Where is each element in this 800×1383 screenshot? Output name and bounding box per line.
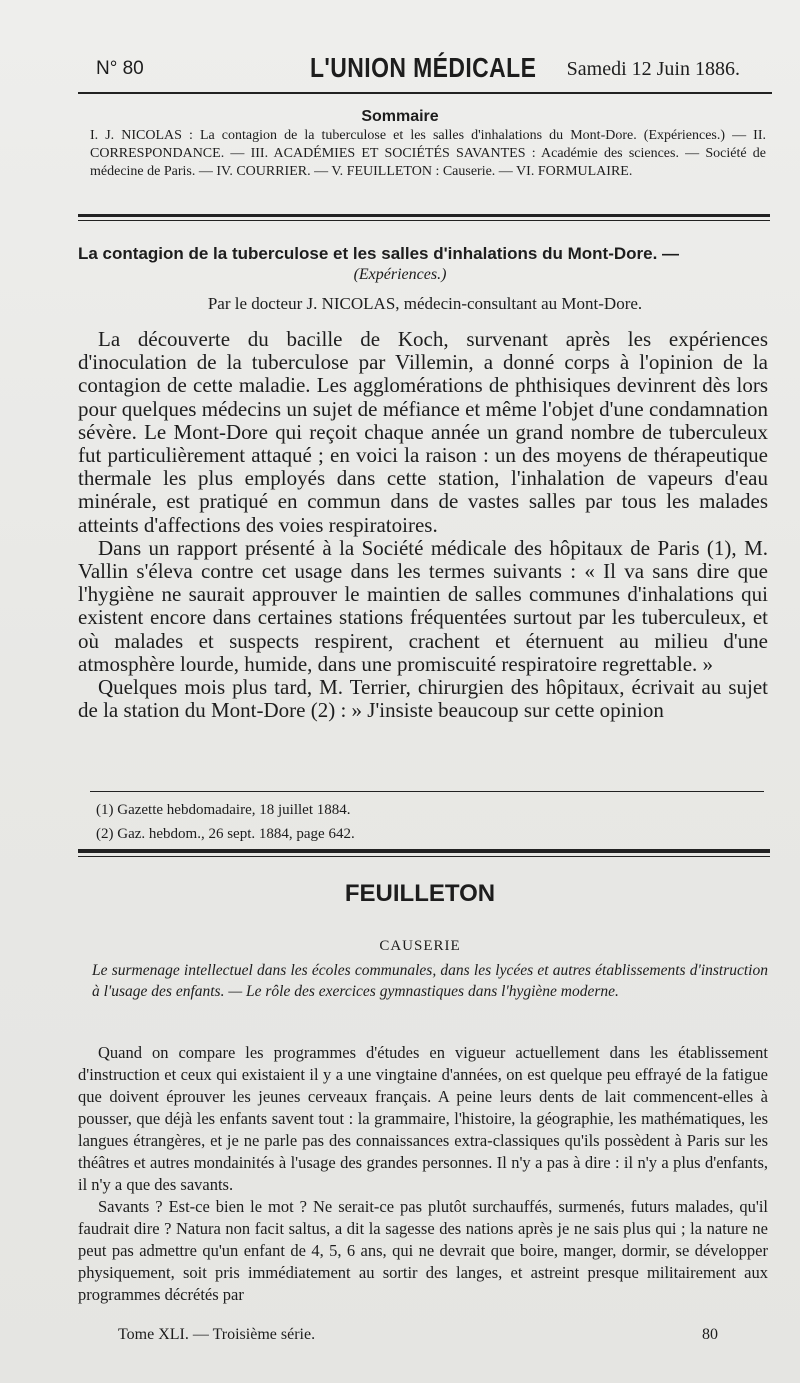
footnote: (2) Gaz. hebdom., 26 sept. 1884, page 642. — [96, 826, 355, 842]
page-number: 80 — [702, 1326, 718, 1343]
footnotes — [96, 798, 766, 846]
issue-number: N° 80 — [96, 58, 144, 79]
article-paragraph: Quelques mois plus tard, M. Terrier, chirurgien des hôpitaux, écrivait au sujet de la station du Mont-Dore (2) : » J'insiste beaucoup sur cette opinion — [78, 675, 768, 723]
journal-title: L'UNION MÉDICALE — [310, 52, 537, 83]
causerie-heading: CAUSERIE — [379, 938, 461, 954]
article-paragraph: Dans un rapport présenté à la Société médicale des hôpitaux de Paris (1), M. Vallin s'éleva contre cet usage dans les termes suivants : « Il va sans dire que l'hygiène ne saurait approuver le maintien de salles communes d'inhalations qui existent encore dans certaines stations fréquentées surtout par les tuberculeux, et où malades et suspects respirent, crachent et éternuent au milieu d'une atmosphère lourde, humide, dans une promiscuité respiratoire regrettable. » — [78, 535, 768, 676]
tome-label: Tome XLI. — Troisième série. — [118, 1326, 316, 1343]
sommaire-text: I. J. NICOLAS : La contagion de la tuberculose et les salles d'inhalations du Mont-Dore. (Expériences.) — II. CORRESPONDANCE. — III. ACADÉMIES ET SOCIÉTÉS SAVANTES : Académie des sciences. — Société de médecine de Paris. — IV. COURRIER. — V. FEUILLETON : Causerie. — VI. FORMULAIRE. — [90, 128, 766, 179]
feuilleton-rule-thin — [78, 856, 770, 857]
feuilleton-title: FEUILLETON — [344, 880, 496, 907]
article-title: La contagion de la tuberculose et les salles d'inhalations du Mont-Dore. — — [78, 244, 680, 263]
article-author: Par le docteur J. NICOLAS, médecin-consultant au Mont-Dore. — [207, 294, 643, 313]
article-body — [78, 328, 768, 722]
notes-rule — [90, 791, 764, 792]
page-header — [96, 52, 772, 92]
header-rule — [78, 92, 772, 94]
article-paragraph: La découverte du bacille de Koch, survenant après les expériences d'inoculation de la tuberculose par Villemin, a donné corps à l'opinion de la contagion de cette maladie. Les agglomérations de phthisiques devinrent dès lors pour quelques médecins un sujet de méfiance et même l'objet d'une condamnation sévère. Le Mont-Dore qui reçoit chaque année un grand nombre de tuberculeux fut particulièrement attaqué ; en voici la raison : un des moyens de thérapeutique thermale les plus employés dans cette station, l'inhalation de vapeurs d'eau minérale, est pratiqué en commun dans de vastes salles par tous les malades atteints d'affections des voies respiratoires. — [78, 327, 768, 537]
footnote: (1) Gazette hebdomadaire, 18 juillet 1884. — [96, 802, 351, 818]
sommaire-rule-thick — [78, 214, 770, 217]
article-subtitle: (Expériences.) — [353, 266, 447, 283]
causerie-paragraph: Quand on compare les programmes d'études en vigueur actuellement dans les établissement d'instruction et ceux qui existaient il y a une vingtaine d'années, on est quelque peu effrayé de la fatigue que doivent éprouver les jeunes cerveaux français. A peine leurs dents de lait commencent-elles à pousser, que déjà les enfants savent tout : la grammaire, l'histoire, la géographie, les mathématiques, les langues étrangères, et je ne parle pas des connaissances extra-classiques qu'ils possèdent à Paris sur les théâtres et autres mondainités à l'usage des grandes personnes. Il n'y a pas à dire : il n'y a plus d'enfants, il n'y a que des savants. — [78, 1043, 768, 1194]
feuilleton-rule-thick — [78, 849, 770, 853]
sommaire-rule-thin — [78, 220, 770, 221]
causerie-intro: Le surmenage intellectuel dans les écoles communales, dans les lycées et autres établissements d'instruction à l'usage des enfants. — Le rôle des exercices gymnastiques dans l'hygiène moderne. — [92, 962, 768, 1000]
causerie-body — [78, 1042, 768, 1306]
causerie-paragraph: Savants ? Est-ce bien le mot ? Ne serait-ce pas plutôt surchauffés, surmenés, futurs malades, qu'il faudrait dire ? Natura non facit saltus, a dit la sagesse des nations après je ne sais plus qui ; la nature ne peut pas admettre qu'un enfant de 4, 5, 6 ans, qui ne devrait que boire, manger, dormir, se développer physiquement, soit pris immédiatement au sortir des langes, et astreint presque militairement aux programmes décrétés par — [78, 1197, 768, 1304]
issue-date: Samedi 12 Juin 1886. — [566, 58, 740, 80]
sommaire-title: Sommaire — [361, 108, 439, 125]
